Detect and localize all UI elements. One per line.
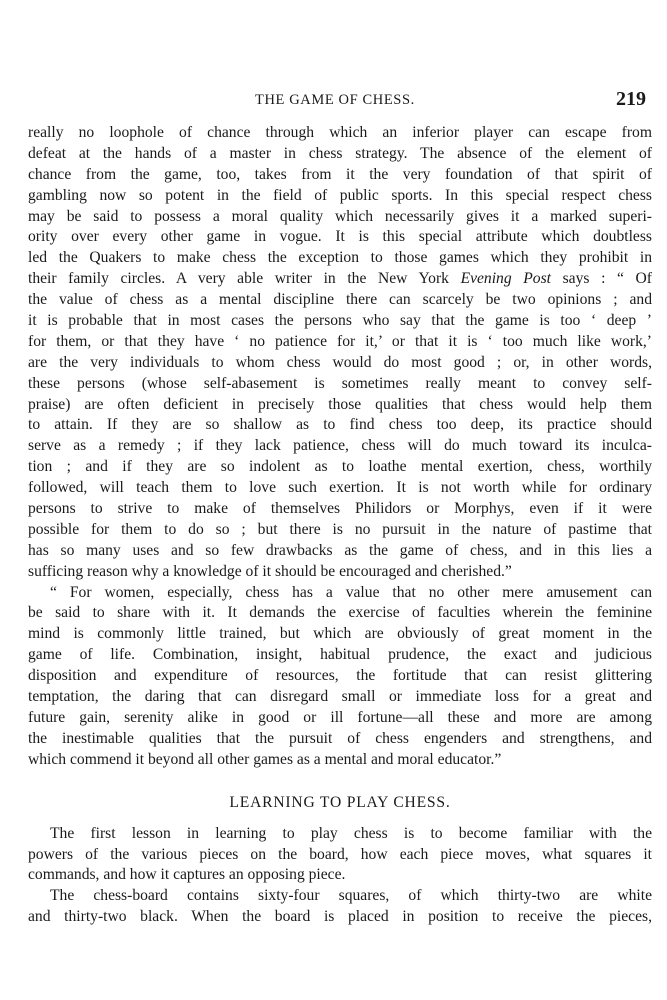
text-line: future gain, serenity alike in good or ill fortune—all these and more are among xyxy=(28,708,652,726)
text-line: chance from the game, too, takes from it the very foundation of that spirit of xyxy=(28,165,652,183)
text-line: persons to strive to make of themselves Philidors or Morphys, even if it were xyxy=(28,500,652,518)
text-run: says : “ Of xyxy=(551,270,653,288)
running-title: THE GAME OF CHESS. xyxy=(255,92,415,108)
body-text xyxy=(28,123,652,928)
text-line: serve as a remedy ; if they lack patience, chess will do much toward its inculca- xyxy=(28,437,652,455)
section-heading: LEARNING TO PLAY CHESS. xyxy=(229,793,451,811)
text-line: commands, and how it captures an opposing piece. xyxy=(28,866,346,884)
text-line: these persons (whose self-abasement is sometimes really meant to convey self- xyxy=(28,374,652,392)
text-line: the inestimable qualities that the pursuit of chess engenders and strengthens, and xyxy=(28,729,652,747)
text-line: to attain. If they are so shallow as to find chess too deep, its practice should xyxy=(28,416,652,434)
text-line: are the very individuals to whom chess would do most good ; or, in other words, xyxy=(28,353,652,371)
text-line: The chess-board contains sixty-four squares, of which thirty-two are white xyxy=(50,887,652,905)
text-line: and thirty-two black. When the board is placed in position to receive the pieces, xyxy=(28,908,652,926)
text-run: their family circles. A very able writer in the New York xyxy=(28,270,461,288)
text-line xyxy=(28,269,652,290)
text-line: for them, or that they have ‘ no patience for it,’ or that it is ‘ too much like work,’ xyxy=(28,332,652,350)
paragraph-chess-board xyxy=(28,886,652,928)
text-line: be said to share with it. It demands the exercise of faculties wherein the feminine xyxy=(28,604,652,622)
text-line: defeat at the hands of a master in chess strategy. The absence of the element of xyxy=(28,144,652,162)
text-line: gambling now so potent in the field of public sports. In this special respect chess xyxy=(28,186,652,204)
running-head xyxy=(0,88,667,112)
text-line: the value of chess as a mental discipline there can scarcely be two opinions ; and xyxy=(28,291,652,309)
text-line: led the Quakers to make chess the exception to those games which they prohibit in xyxy=(28,249,652,267)
text-line: temptation, the daring that can disregard small or immediate loss for a great and xyxy=(28,688,652,706)
text-line: mind is commonly little trained, but which are obviously of great moment in the xyxy=(28,625,652,643)
text-line: possible for them to do so ; but there is no pursuit in the nature of pastime that xyxy=(28,520,652,538)
text-line: ority over every other game in vogue. It is this special attribute which doubtless xyxy=(28,228,652,246)
paragraph-quotation xyxy=(28,583,652,771)
newspaper-title: Evening Post xyxy=(460,270,551,288)
paragraph-continued xyxy=(28,123,652,583)
text-line: The first lesson in learning to play chess is to become familiar with the xyxy=(50,824,652,842)
paragraph-first-lesson xyxy=(28,824,652,887)
text-line: has so many uses and so few drawbacks as the game of chess, and in this lies a xyxy=(28,541,652,559)
text-line: disposition and expenditure of resources, the fortitude that can resist glittering xyxy=(28,667,652,685)
text-line: game of life. Combination, insight, habitual prudence, the exact and judicious xyxy=(28,646,652,664)
text-line: it is probable that in most cases the persons who say that the game is too ‘ deep ’ xyxy=(28,312,652,330)
text-line: powers of the various pieces on the board, how each piece moves, what squares it xyxy=(28,845,652,863)
text-line: which commend it beyond all other games as a mental and moral educator.” xyxy=(28,750,502,768)
text-line: praise) are often deficient in precisely those qualities that chess would help them xyxy=(28,395,652,413)
text-line: sufficing reason why a knowledge of it should be encouraged and cherished.” xyxy=(28,562,512,580)
text-line: “ For women, especially, chess has a value that no other mere amusement can xyxy=(50,583,652,601)
text-line: tion ; and if they are so indolent as to loathe mental exertion, chess, worthily xyxy=(28,458,652,476)
text-line: may be said to possess a moral quality which necessarily gives it a marked superi- xyxy=(28,207,652,225)
text-line: really no loophole of chance through which an inferior player can escape from xyxy=(28,124,652,141)
page-number: 219 xyxy=(616,88,646,110)
text-line: followed, will teach them to love such exertion. It is not worth while for ordinary xyxy=(28,479,652,497)
